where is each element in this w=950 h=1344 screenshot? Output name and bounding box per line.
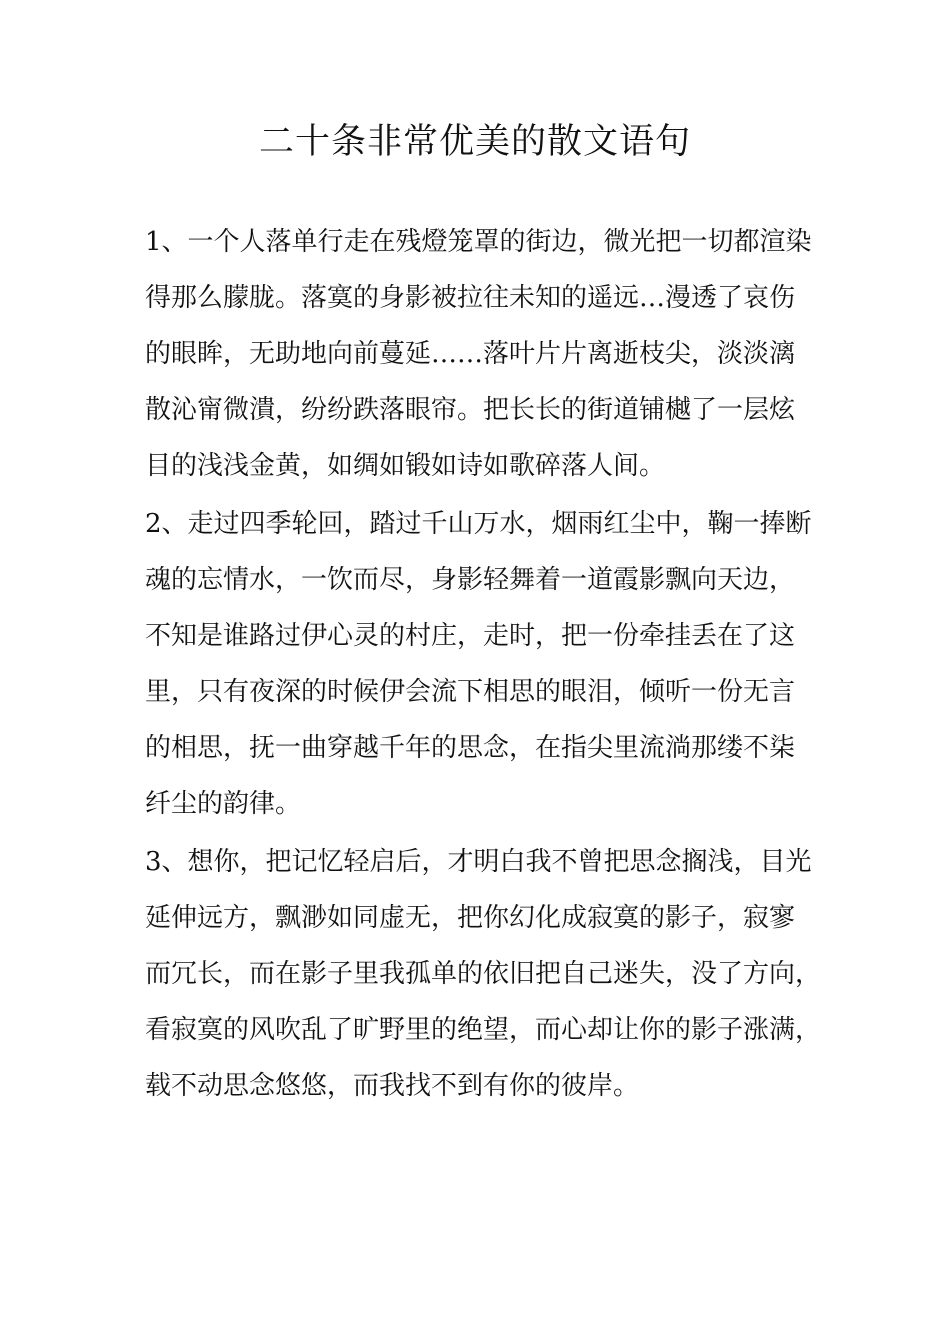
paragraph-1-line-1: 1、一个人落单行走在残燈笼罩的街边，微光把一切都渲染 <box>145 227 812 257</box>
document-title: 二十条非常优美的散文语句 <box>258 122 691 162</box>
paragraph-2-line-1: 2、走过四季轮回，踏过千山万水，烟雨红尘中，鞠一捧断 <box>145 509 812 539</box>
paragraph-3-line-2: 延伸远方，飘渺如同虚无，把你幻化成寂寞的影子，寂寥 <box>145 903 796 933</box>
paragraph-1-line-5: 目的浅浅金黄，如绸如锻如诗如歌碎落人间。 <box>145 451 666 481</box>
paragraph-1-line-3: 的眼眸，无助地向前蔓延……落叶片片离逝枝尖，淡淡漓 <box>145 339 796 369</box>
paragraph-3-line-1: 3、想你，把记忆轻启后，才明白我不曾把思念搁浅，目光 <box>145 847 812 877</box>
paragraph-2-line-5: 的相思，抚一曲穿越千年的思念，在指尖里流淌那缕不柒 <box>145 733 796 763</box>
paragraph-1-line-4: 散沁甯微潰，纷纷跌落眼帘。把长长的街道铺樾了一层炫 <box>145 395 796 425</box>
paragraph-3-line-3: 而冗长，而在影子里我孤单的依旧把自己迷失，没了方向， <box>145 959 822 989</box>
paragraph-2-line-4: 里，只有夜深的时候伊会流下相思的眼泪，倾听一份无言 <box>145 677 796 707</box>
paragraph-3-line-4: 看寂寞的风吹乱了旷野里的绝望，而心却让你的影子涨满， <box>145 1015 822 1045</box>
paragraph-2-line-3: 不知是谁路过伊心灵的村庄，走时，把一份牵挂丢在了这 <box>145 621 796 651</box>
paragraph-1-line-2: 得那么朦胧。落寞的身影被拉往未知的遥远…漫透了哀伤 <box>145 283 796 313</box>
paragraph-3-line-5: 载不动思念悠悠，而我找不到有你的彼岸。 <box>145 1071 640 1101</box>
paragraph-2-line-6: 纤尘的韵律。 <box>145 789 302 819</box>
paragraph-2-line-2: 魂的忘情水，一饮而尽，身影轻舞着一道霞影飘向天边， <box>145 565 796 595</box>
